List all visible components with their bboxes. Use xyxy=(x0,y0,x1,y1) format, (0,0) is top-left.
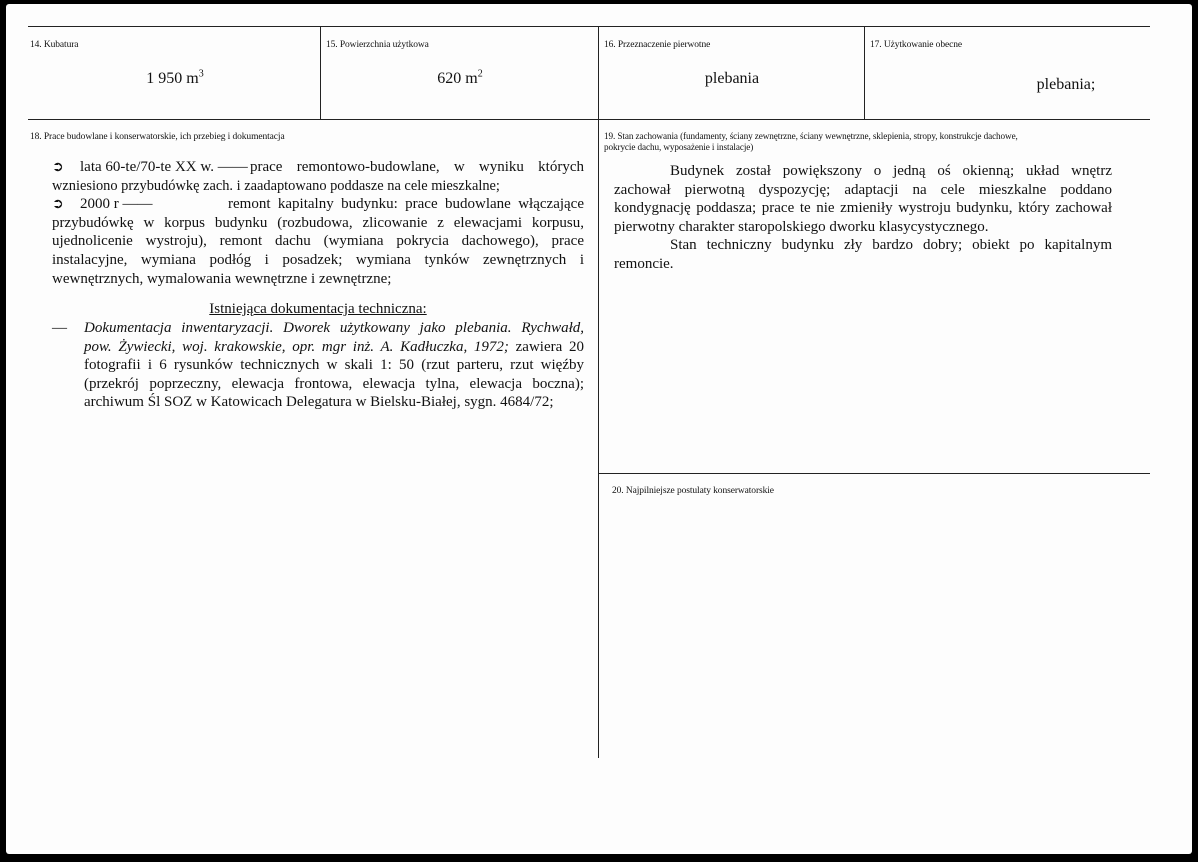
works-item-1-cont: wzniesiono przybudówkę zach. i zaadaptowano poddasze na cele mieszkalne; xyxy=(52,177,500,194)
works-item-2-date: 2000 r —— xyxy=(80,196,153,213)
field-18-works xyxy=(52,158,584,288)
field-18-label: 18. Prace budowlane i konserwatorskie, ich przebieg i dokumentacja xyxy=(30,132,285,142)
doc-line-3: fotografii i 6 rysunków technicznych w skali 1: 50 (rzut parteru, rzut więźby xyxy=(84,357,584,374)
rule-col1 xyxy=(320,26,321,119)
rule-row1-bottom xyxy=(28,119,1150,120)
field-19-label-2: pokrycie dachu, wyposażenie i instalacje) xyxy=(604,142,754,152)
works-item-2-line xyxy=(52,195,584,214)
field-15-value xyxy=(322,70,598,88)
state-line-1: Budynek został powiększony o jedną oś okienną; układ wnętrz xyxy=(670,163,1112,179)
field-14-label: 14. Kubatura xyxy=(30,40,79,50)
works-item-2-line-2: przybudówkę w korpus budynku (rozbudowa, zlicowanie z elewacjami korpusu, xyxy=(52,214,584,231)
doc-line-2-italic: pow. Żywiecki, woj. krakowskie, opr. mgr inż. A. Kadłuczka, 1972; xyxy=(84,338,509,355)
state-line-3: kondygnację poddasza; prace te nie zmieniły wystroju budynku, który zachował xyxy=(614,200,1112,217)
field-16-value: plebania xyxy=(704,70,760,87)
rule-top xyxy=(28,26,1150,27)
doc-dash: — xyxy=(52,320,67,336)
doc-line-2-rest: zawiera 20 xyxy=(508,338,584,355)
field-17-value: plebania; xyxy=(1036,76,1096,93)
doc-line-1: Dokumentacja inwentaryzacji. Dworek użytkowany jako plebania. Rychwałd, xyxy=(84,320,584,336)
doc-entry xyxy=(84,319,584,412)
field-15-label: 15. Powierzchnia użytkowa xyxy=(326,40,429,50)
doc-line-2 xyxy=(84,338,584,357)
state-line-5: Stan techniczny budynku zły bardzo dobry; obiekt po kapitalnym xyxy=(670,237,1112,254)
works-item-1-line xyxy=(52,158,584,177)
field-16-label: 16. Przeznaczenie pierwotne xyxy=(604,40,711,50)
rule-f19-bottom xyxy=(598,473,1150,474)
field-19-text xyxy=(614,162,1112,274)
works-item-2-line-5: wewnętrznych, wymalowania wewnętrzne i zewnętrzne; xyxy=(52,270,392,287)
doc-heading: Istniejąca dokumentacja techniczna: xyxy=(209,301,427,317)
works-item-1-date: lata 60-te/70-te XX w. —— xyxy=(80,159,248,175)
doc-line-4: (przekrój poprzeczny, elewacja frontowa, elewacja tylna, elewacja boczna); xyxy=(84,375,584,392)
works-item-2-text: remont kapitalny budynku: prace budowlane włączające xyxy=(228,196,584,213)
state-line-2: zachował pierwotną dyspozycję; adaptacji na cele mieszkalne poddano xyxy=(614,181,1112,198)
rule-col3 xyxy=(864,26,865,119)
field-15-unit-exp: 2 xyxy=(477,68,483,80)
state-line-6: remoncie. xyxy=(614,255,674,272)
doc-line-5: archiwum Śl SOZ w Katowicach Delegatura w Bielsku-Białej, sygn. 4684/72; xyxy=(84,394,554,411)
field-15-value-text: 620 m xyxy=(437,70,478,87)
form-sheet xyxy=(6,4,1192,854)
state-line-4: pierwotny charakter staropolskiego dworku klasycystycznego. xyxy=(614,218,989,235)
field-19-label-1: 19. Stan zachowania (fundamenty, ściany zewnętrzne, ściany wewnętrzne, sklepienia, stropy, konstrukcje dachowe, xyxy=(604,131,1018,141)
right-arrow-circle-icon: ➲ xyxy=(52,196,64,213)
works-item-1-text: prace remontowo-budowlane, w wyniku których xyxy=(250,159,584,175)
right-arrow-circle-icon: ➲ xyxy=(52,159,64,175)
field-20-label: 20. Najpilniejsze postulaty konserwatorskie xyxy=(612,486,774,496)
field-14-value-text: 1 950 m xyxy=(146,70,199,87)
field-14-unit-exp: 3 xyxy=(198,68,204,80)
field-17-label: 17. Użytkowanie obecne xyxy=(870,40,962,50)
works-item-2-line-3: ujednolicenie wystroju), remont dachu (wymiana pokrycia dachowego), prace xyxy=(52,233,584,250)
rule-col2 xyxy=(598,26,599,758)
field-14-value xyxy=(30,70,320,88)
works-item-2-line-4: instalacyjne, wymiana podłóg i posadzek; wymiana tynków zewnętrznych i xyxy=(52,251,584,268)
